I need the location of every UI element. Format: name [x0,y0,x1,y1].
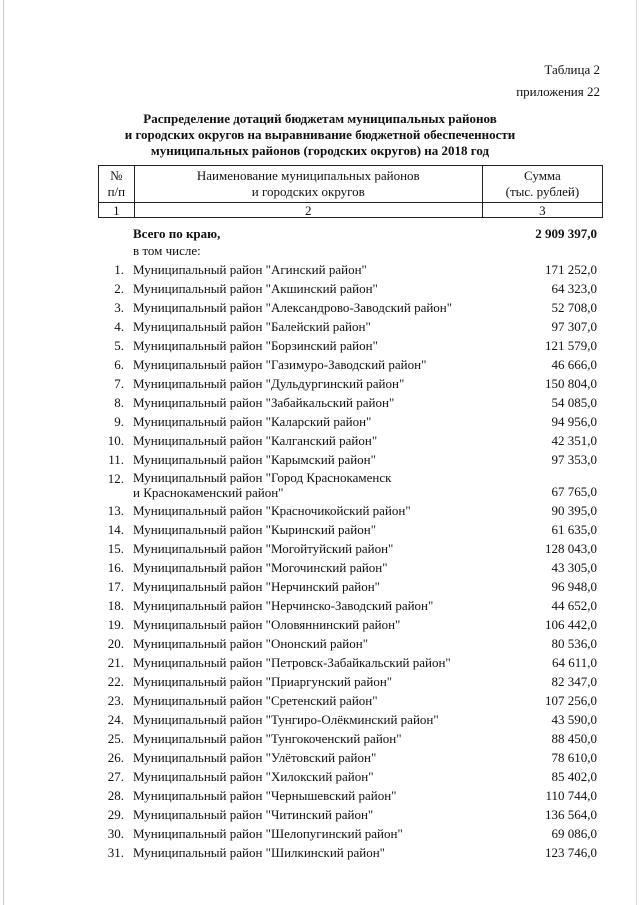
table-row [98,710,603,729]
district-amount: 80 536,0 [551,636,597,651]
header-col-sum: Сумма (тыс. рублей) [482,166,602,203]
district-name: Муниципальный район "Карымский район" [133,452,376,467]
district-amount: 82 347,0 [551,674,597,689]
table-row [98,615,603,634]
district-amount: 128 043,0 [545,541,597,556]
district-amount: 171 252,0 [545,262,597,277]
index-cell: 3 [482,203,602,218]
district-name: Муниципальный район "Акшинский район" [133,281,378,296]
title-line: и городских округов на выравнивание бюджетной обеспеченности [124,127,516,142]
header-col-name: Наименование муниципальных районов и городских округов [134,166,482,203]
row-number: 21. [107,655,124,670]
row-number: 12. [107,471,124,486]
district-name: Муниципальный район "Шелопугинский район" [133,826,403,841]
row-number: 27. [107,769,124,784]
district-amount: 97 307,0 [551,319,597,334]
row-number: 15. [107,541,124,556]
table-row [98,412,603,431]
district-amount: 64 611,0 [551,655,597,670]
table-row [98,317,603,336]
table-row [98,824,603,843]
table-row [98,539,603,558]
district-amount: 61 635,0 [551,522,597,537]
district-name: Муниципальный район "Петровск-Забайкальский район" [133,655,451,670]
header-col-number: № п/п [99,166,135,203]
district-amount: 121 579,0 [545,338,597,353]
row-number: 7. [114,376,124,391]
district-name: Муниципальный район "Нерчинско-Заводский район" [133,598,434,613]
district-list [98,260,603,862]
district-name: Муниципальный район "Агинский район" [133,262,367,277]
district-name: Муниципальный район "Могойтуйский район" [133,541,394,556]
table-row [98,672,603,691]
district-name: Муниципальный район "Могочинский район" [133,560,388,575]
table-row [98,520,603,539]
table-row [98,279,603,298]
district-name: Муниципальный район "Борзинский район" [133,338,378,353]
row-number: 26. [107,750,124,765]
district-name: Муниципальный район "Красночикойский район" [133,503,411,518]
total-amount: 2 909 397,0 [535,226,597,241]
row-number: 31. [107,845,124,860]
title-line: муниципальных районов (городских округов) на 2018 год [150,143,490,158]
row-number: 9. [114,414,124,429]
table-row [98,558,603,577]
row-number: 4. [114,319,124,334]
district-amount: 110 744,0 [545,788,597,803]
district-name: Муниципальный район "Хилокский район" [133,769,374,784]
table-body [98,224,603,862]
table-label: Таблица 2 [544,62,600,77]
table-row [98,653,603,672]
row-number: 10. [107,433,124,448]
table-row [98,596,603,615]
district-name: Муниципальный район "Александрово-Заводский район" [133,300,453,315]
district-amount: 90 395,0 [551,503,597,518]
row-number: 19. [107,617,124,632]
row-number: 5. [114,338,124,353]
row-number: 22. [107,674,124,689]
table-row [98,298,603,317]
district-name: Муниципальный район "Читинский район" [133,807,374,822]
row-number: 2. [114,281,124,296]
district-name: Муниципальный район "Балейский район" [133,319,371,334]
table-row [98,393,603,412]
district-amount: 136 564,0 [545,807,597,822]
table-row [98,469,603,501]
table-row [98,450,603,469]
row-number: 14. [107,522,124,537]
district-amount: 67 765,0 [551,484,597,499]
district-amount: 96 948,0 [551,579,597,594]
district-name: Муниципальный район "Приаргунский район" [133,674,393,689]
row-number: 6. [114,357,124,372]
row-number: 13. [107,503,124,518]
table-row [98,786,603,805]
district-amount: 54 085,0 [551,395,597,410]
row-number: 24. [107,712,124,727]
row-number: 25. [107,731,124,746]
district-name: Муниципальный район "Ононский район" [133,636,369,651]
district-name: Муниципальный район "Чернышевский район" [133,788,397,803]
district-amount: 78 610,0 [551,750,597,765]
district-amount: 107 256,0 [545,693,597,708]
title-line: Распределение дотаций бюджетам муниципальных районов [143,111,497,126]
table-row [98,374,603,393]
table-row [98,805,603,824]
total-label: Всего по краю, [133,226,221,241]
district-amount: 64 323,0 [551,281,597,296]
district-name: Муниципальный район "Шилкинский район" [133,845,385,860]
row-number: 17. [107,579,124,594]
scan-edge-left [3,0,4,905]
district-name: Муниципальный район "Каларский район" [133,414,372,429]
appendix-label: приложения 22 [516,84,600,99]
table-row [98,577,603,596]
district-amount: 88 450,0 [551,731,597,746]
row-number: 8. [114,395,124,410]
district-name: Муниципальный район "Оловяннинский район" [133,617,401,632]
table-row [98,431,603,450]
including-label: в том числе: [133,243,201,258]
table-row [98,729,603,748]
district-amount: 43 590,0 [551,712,597,727]
district-amount: 44 652,0 [551,598,597,613]
district-name: Муниципальный район "Нерчинский район" [133,579,380,594]
district-name: Муниципальный район "Улётовский район" [133,750,377,765]
table-row [98,691,603,710]
table-row [98,336,603,355]
district-amount: 94 956,0 [551,414,597,429]
district-name: Муниципальный район "Город Краснокаменск и Краснокаменский район" [133,470,392,500]
row-number: 11. [108,452,124,467]
table-header [98,165,603,218]
row-number: 1. [114,262,124,277]
district-amount: 43 305,0 [551,560,597,575]
row-number: 3. [114,300,124,315]
district-name: Муниципальный район "Тунгокоченский район" [133,731,402,746]
district-amount: 46 666,0 [551,357,597,372]
district-name: Муниципальный район "Сретенский район" [133,693,378,708]
district-name: Муниципальный район "Забайкальский район" [133,395,395,410]
row-number: 16. [107,560,124,575]
document-title [90,111,550,159]
district-name: Муниципальный район "Дульдургинский район" [133,376,405,391]
district-amount: 97 353,0 [551,452,597,467]
table-row [98,355,603,374]
table-row [98,843,603,862]
district-amount: 42 351,0 [551,433,597,448]
district-amount: 123 746,0 [545,845,597,860]
district-amount: 52 708,0 [551,300,597,315]
district-amount: 85 402,0 [551,769,597,784]
district-name: Муниципальный район "Газимуро-Заводский район" [133,357,427,372]
row-number: 28. [107,788,124,803]
district-amount: 150 804,0 [545,376,597,391]
index-cell: 1 [99,203,135,218]
row-number: 29. [107,807,124,822]
district-name: Муниципальный район "Тунгиро-Олёкминский район" [133,712,439,727]
including-row [98,243,603,260]
table-row [98,767,603,786]
index-cell: 2 [134,203,482,218]
row-number: 30. [107,826,124,841]
total-row [98,224,603,243]
district-name: Муниципальный район "Калганский район" [133,433,378,448]
district-name: Муниципальный район "Кыринский район" [133,522,377,537]
table-row [98,260,603,279]
district-amount: 106 442,0 [545,617,597,632]
table-row [98,501,603,520]
row-number: 18. [107,598,124,613]
table-row [98,748,603,767]
row-number: 23. [107,693,124,708]
table-row [98,634,603,653]
district-amount: 69 086,0 [551,826,597,841]
row-number: 20. [107,636,124,651]
scan-edge-right [636,0,637,905]
